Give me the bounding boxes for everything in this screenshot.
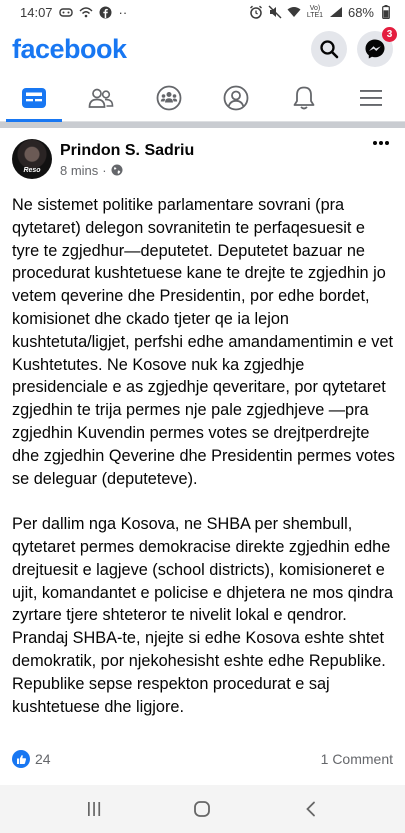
globe-icon (111, 164, 123, 176)
like-count: 24 (35, 751, 51, 767)
more-dots-icon (372, 140, 390, 146)
reaction-summary[interactable] (12, 750, 51, 768)
tab-profile[interactable] (203, 74, 271, 121)
post-header (0, 128, 405, 190)
messenger-icon (364, 38, 386, 60)
tab-menu[interactable] (338, 74, 405, 121)
bell-icon (292, 85, 316, 111)
home-button[interactable] (182, 789, 222, 829)
hamburger-icon (359, 88, 383, 108)
back-icon (305, 801, 317, 817)
comment-count[interactable]: 1 Comment (320, 751, 393, 767)
recent-apps-icon (86, 801, 102, 817)
recent-apps-button[interactable] (74, 789, 114, 829)
status-left (20, 5, 127, 20)
like-reaction-icon (12, 750, 30, 768)
home-icon (193, 800, 211, 818)
facebook-logo[interactable]: facebook (12, 33, 127, 64)
messenger-button[interactable] (357, 31, 393, 67)
search-icon (319, 39, 339, 59)
post-time[interactable]: 8 mins (60, 162, 99, 178)
avatar[interactable] (12, 139, 52, 179)
mute-icon (268, 5, 282, 19)
post-options-button[interactable] (369, 140, 393, 164)
tab-notifications[interactable] (270, 74, 338, 121)
avatar-logo-text: Reso (23, 167, 41, 174)
battery-icon (379, 5, 393, 19)
news-feed-icon (21, 87, 47, 109)
lte-indicator: Vo) LTE1 (306, 5, 324, 19)
wifi-calling-icon (79, 5, 93, 19)
battery-percent: 68% (347, 4, 374, 20)
post-paragraph: Ne sistemet politike parlamentare sovrani (pra qytetaret) delegon sovranitetin te perfaqesuesit e tyre te zgjedhur—deputetet. Deputetet bazuar ne procedurat kushtetuese kane te drejte te zgjedhin jo vetem qeverine dhe Presidentin, por edhe bordet, komisionet dhe ckado tjeter qe ia lejon kushtetuta/ligjet, perfshi edhe amandamentimin e vet Kushtetutes. Ne Kosove nuk ka zgjedhje presidenciale e as zgjedhje qeveritare, por qytetaret zgjedhin te trija permes nje pale zgjedhjeve —pra zgjedhin Kuvendin permes votes se drejtperdrejte dhe zgjedhin Qeverine dhe Presidentin permes votes se deleguar (deputeteve). (12, 196, 395, 488)
messenger-badge: 3 (382, 27, 397, 42)
meta-separator: · (102, 162, 107, 178)
tab-bar (0, 74, 405, 122)
friends-icon (88, 87, 114, 109)
system-nav-bar (0, 785, 405, 833)
search-button[interactable] (311, 31, 347, 67)
post-body (12, 194, 396, 718)
post-author-name[interactable]: Prindon S. Sadriu (60, 141, 195, 159)
signal-icon (329, 5, 343, 19)
reactions-row (12, 748, 393, 770)
status-dots: ·· (118, 4, 128, 20)
post-meta (60, 163, 369, 178)
facebook-notification-icon (99, 5, 113, 19)
wifi-icon (287, 5, 301, 19)
tab-friends[interactable] (68, 74, 136, 121)
tab-groups[interactable] (135, 74, 203, 121)
back-button[interactable] (291, 789, 331, 829)
groups-icon (156, 85, 182, 111)
status-time: 14:07 (20, 4, 53, 20)
alarm-icon (249, 5, 263, 19)
app-header (0, 24, 405, 74)
game-controller-icon (59, 5, 73, 19)
status-right (249, 5, 393, 20)
post-paragraph: Per dallim nga Kosova, ne SHBA per shembull, qytetaret permes demokracise direkte zgjedhin edhe drejtuesit e lagjeve (school districts), komisioneret e ujit, komandantet e policise e dhjetera ne mos qindra zyrtare tjere shteteror te nivelit lokal e qendror. Prandaj SHBA-te, njejte si edhe Kosova eshte shtet demokratik, por njekohesisht eshte edhe Republike. Republike sepse respekton procedurat e saj kushtetuese dhe ligjore. (12, 515, 394, 716)
author-block (60, 141, 369, 178)
profile-icon (223, 85, 249, 111)
tab-news-feed[interactable] (0, 74, 68, 121)
status-bar (0, 0, 405, 24)
header-actions (311, 31, 393, 67)
